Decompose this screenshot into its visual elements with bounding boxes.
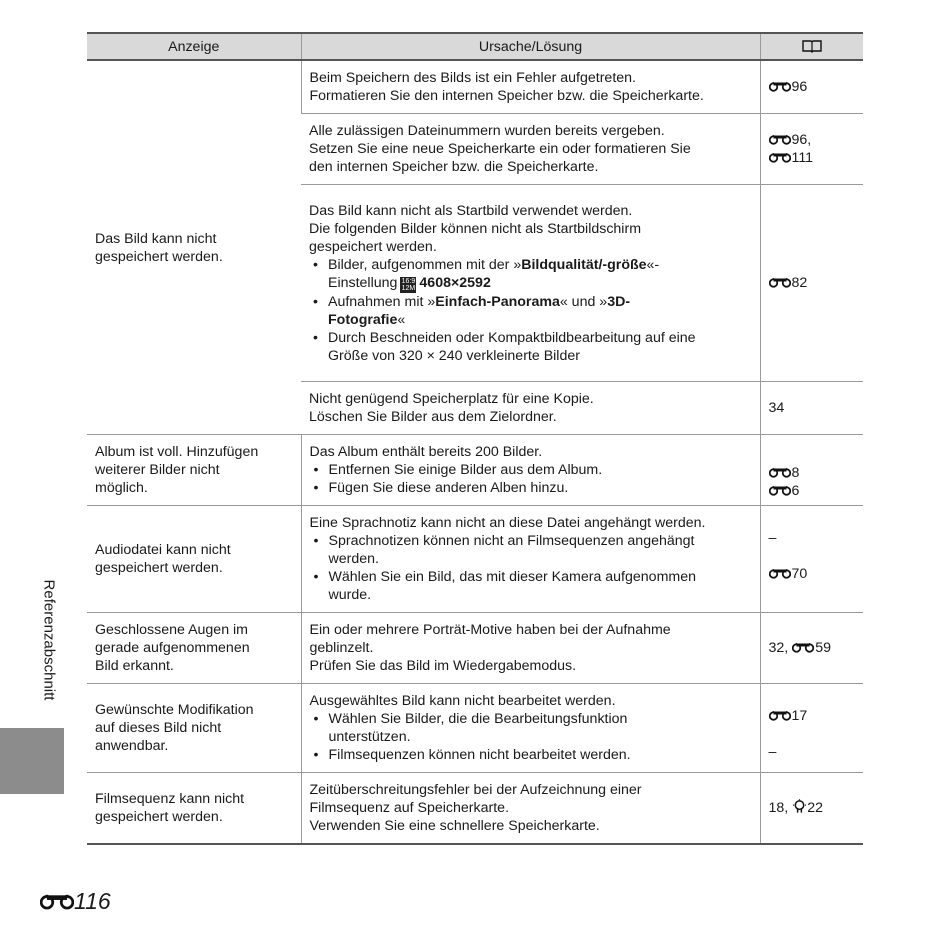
- reference-section-icon: [769, 81, 791, 92]
- reference-section-icon: [769, 277, 791, 288]
- reference-cell: [760, 185, 863, 382]
- page-reference: 32,: [768, 640, 789, 656]
- page-reference: 59: [815, 640, 831, 656]
- message-cell: [87, 60, 301, 435]
- message-cell: [87, 684, 301, 773]
- bullet-list: [310, 461, 753, 497]
- page-reference: 96,: [791, 132, 812, 148]
- message-text: weiterer Bilder nicht: [95, 462, 220, 478]
- page-number: 116: [74, 888, 111, 914]
- column-header-cause-solution: Ursache/Lösung: [301, 33, 760, 60]
- table-row: [87, 773, 863, 845]
- message-cell: [87, 506, 301, 613]
- message-cell: [87, 435, 301, 506]
- reference-section-icon: [769, 710, 791, 721]
- table-header-row: [87, 33, 863, 60]
- table-row: [87, 506, 863, 613]
- setting-name: 3D-: [607, 293, 631, 310]
- setting-value: 4608×2592: [419, 274, 491, 291]
- page-reference: 22: [807, 800, 823, 816]
- cause-cell: [301, 185, 760, 382]
- cause-cell: [301, 613, 760, 684]
- bullet-text: werden.: [328, 551, 379, 567]
- cause-cell: [301, 382, 760, 435]
- cause-text: Prüfen Sie das Bild im Wiedergabemodus.: [309, 658, 577, 674]
- bullet-list: [310, 710, 753, 764]
- book-icon: [802, 39, 822, 53]
- reference-cell: [760, 435, 863, 506]
- bullet-text: Aufnahmen mit »: [328, 293, 436, 310]
- reference-section-icon: [769, 568, 791, 579]
- cause-text: Löschen Sie Bilder aus dem Zielordner.: [309, 409, 557, 425]
- message-text: gespeichert werden.: [95, 809, 223, 825]
- list-item: [310, 710, 753, 746]
- message-text: Bild erkannt.: [95, 658, 174, 674]
- page-reference: 17: [791, 708, 808, 724]
- cause-text: Ein oder mehrere Porträt-Motive haben bei der Aufnahme: [309, 622, 671, 638]
- tip-lightbulb-icon: [792, 799, 807, 814]
- cause-cell: [301, 114, 760, 185]
- cause-text: Das Album enthält bereits 200 Bilder.: [309, 444, 543, 460]
- reference-cell: [760, 506, 863, 613]
- table-row: [87, 435, 863, 506]
- cause-text: gespeichert werden.: [309, 238, 437, 255]
- page-footer: [40, 888, 111, 915]
- reference-section-icon: [769, 152, 791, 163]
- bullet-text: Bilder, aufgenommen mit der »: [328, 256, 522, 273]
- page-reference: 82: [791, 275, 808, 291]
- bullet-text: • Wählen Sie ein Bild, das mit dieser Kamera aufgenommen: [328, 569, 696, 585]
- list-item: [309, 329, 753, 365]
- page-reference: 34: [768, 400, 785, 416]
- bullet-text: • Durch Beschneiden oder Kompaktbildbearbeitung auf eine: [328, 329, 696, 346]
- bullet-text: «: [397, 311, 406, 328]
- message-text: Filmsequenz kann nicht: [95, 791, 245, 807]
- message-text: Geschlossene Augen im: [95, 622, 248, 638]
- message-text: Das Bild kann nicht: [95, 230, 217, 247]
- cause-text: Nicht genügend Speicherplatz für eine Kopie.: [309, 391, 594, 407]
- message-text: Audiodatei kann nicht: [95, 542, 231, 558]
- page-reference: 96: [791, 79, 808, 95]
- reference-cell: [760, 60, 863, 114]
- message-text: gespeichert werden.: [95, 248, 223, 265]
- bullet-text: « und »: [559, 293, 608, 310]
- reference-cell: [760, 114, 863, 185]
- bullet-list: [309, 256, 753, 365]
- cause-text: Verwenden Sie eine schnellere Speicherkarte.: [309, 818, 600, 834]
- page-reference: 6: [791, 483, 800, 499]
- cause-text: Formatieren Sie den internen Speicher bzw. die Speicherkarte.: [309, 88, 704, 104]
- cause-text: Ausgewähltes Bild kann nicht bearbeitet werden.: [309, 693, 616, 709]
- cause-text: geblinzelt.: [309, 640, 374, 656]
- bullet-text: Größe von 320 × 240 verkleinerte Bilder: [328, 347, 580, 364]
- page-reference: 8: [791, 465, 800, 481]
- cause-cell: [301, 773, 760, 845]
- reference-section-icon: [792, 642, 814, 653]
- table-row: [87, 684, 863, 773]
- bullet-text: Einstellung: [328, 274, 398, 291]
- bullet-text: • Sprachnotizen können nicht an Filmsequenzen angehängt: [328, 533, 695, 549]
- setting-name: Fotografie: [328, 311, 398, 328]
- bullet-list: [310, 532, 753, 604]
- section-tab: [0, 728, 64, 794]
- cause-text: Filmsequenz auf Speicherkarte.: [309, 800, 510, 816]
- bullet-text: «-: [646, 256, 660, 273]
- list-item: [309, 293, 753, 329]
- reference-section-icon: [40, 893, 74, 910]
- reference-cell: [760, 684, 863, 773]
- image-quality-icon: 16:9 12M: [401, 277, 416, 292]
- cause-text: Eine Sprachnotiz kann nicht an diese Datei angehängt werden.: [309, 515, 706, 531]
- reference-cell: [760, 773, 863, 845]
- cause-cell: [301, 506, 760, 613]
- setting-name: Einfach-Panorama: [435, 293, 560, 310]
- cause-cell: [301, 60, 760, 114]
- reference-section-icon: [769, 485, 791, 496]
- bullet-text: wurde.: [328, 587, 372, 603]
- message-text: Album ist voll. Hinzufügen: [95, 444, 259, 460]
- list-item: • Fügen Sie diese anderen Alben hinzu.: [310, 479, 753, 497]
- page-reference: 70: [791, 566, 808, 582]
- bullet-text: unterstützen.: [328, 729, 411, 745]
- table-row: [87, 613, 863, 684]
- cause-text: Zeitüberschreitungsfehler bei der Aufzeichnung einer: [309, 782, 642, 798]
- list-item: [310, 532, 753, 568]
- list-item: [310, 568, 753, 604]
- cause-text: Alle zulässigen Dateinummern wurden bereits vergeben.: [309, 123, 665, 139]
- cause-cell: [301, 435, 760, 506]
- side-section-label: Referenzabschnitt: [40, 579, 58, 701]
- message-text: gespeichert werden.: [95, 560, 223, 576]
- message-cell: [87, 773, 301, 845]
- message-text: gerade aufgenommenen: [95, 640, 250, 656]
- reference-section-icon: [769, 134, 791, 145]
- message-text: auf dieses Bild nicht: [95, 720, 222, 736]
- page-reference: 18,: [768, 800, 789, 816]
- message-text: möglich.: [95, 480, 148, 496]
- list-item: • Entfernen Sie einige Bilder aus dem Album.: [310, 461, 753, 479]
- cause-cell: [301, 684, 760, 773]
- table-row: [87, 60, 863, 114]
- column-header-message: Anzeige: [87, 33, 301, 60]
- column-header-reference: [760, 33, 863, 60]
- list-item: [309, 256, 753, 293]
- setting-name: Bildqualität/-größe: [521, 256, 647, 273]
- page-reference: 111: [791, 150, 814, 166]
- message-text: Gewünschte Modifikation: [95, 702, 254, 718]
- message-text: anwendbar.: [95, 738, 169, 754]
- reference-section-icon: [769, 467, 791, 478]
- bullet-text: • Wählen Sie Bilder, die die Bearbeitungsfunktion: [328, 711, 628, 727]
- reference-cell: [760, 613, 863, 684]
- cause-text: den internen Speicher bzw. die Speicherkarte.: [309, 159, 599, 175]
- bullet-text: • Filmsequenzen können nicht bearbeitet werden.: [328, 747, 631, 763]
- error-message-table: [87, 32, 863, 845]
- cause-text: Die folgenden Bilder können nicht als Startbildschirm: [309, 220, 642, 237]
- cause-text: Beim Speichern des Bilds ist ein Fehler aufgetreten.: [309, 70, 636, 86]
- list-item: [310, 746, 753, 764]
- cause-text: Setzen Sie eine neue Speicherkarte ein oder formatieren Sie: [309, 141, 691, 157]
- reference-cell: [760, 382, 863, 435]
- no-reference: –: [768, 744, 777, 760]
- no-reference: –: [768, 530, 777, 546]
- cause-text: Das Bild kann nicht als Startbild verwendet werden.: [309, 202, 633, 219]
- message-cell: [87, 613, 301, 684]
